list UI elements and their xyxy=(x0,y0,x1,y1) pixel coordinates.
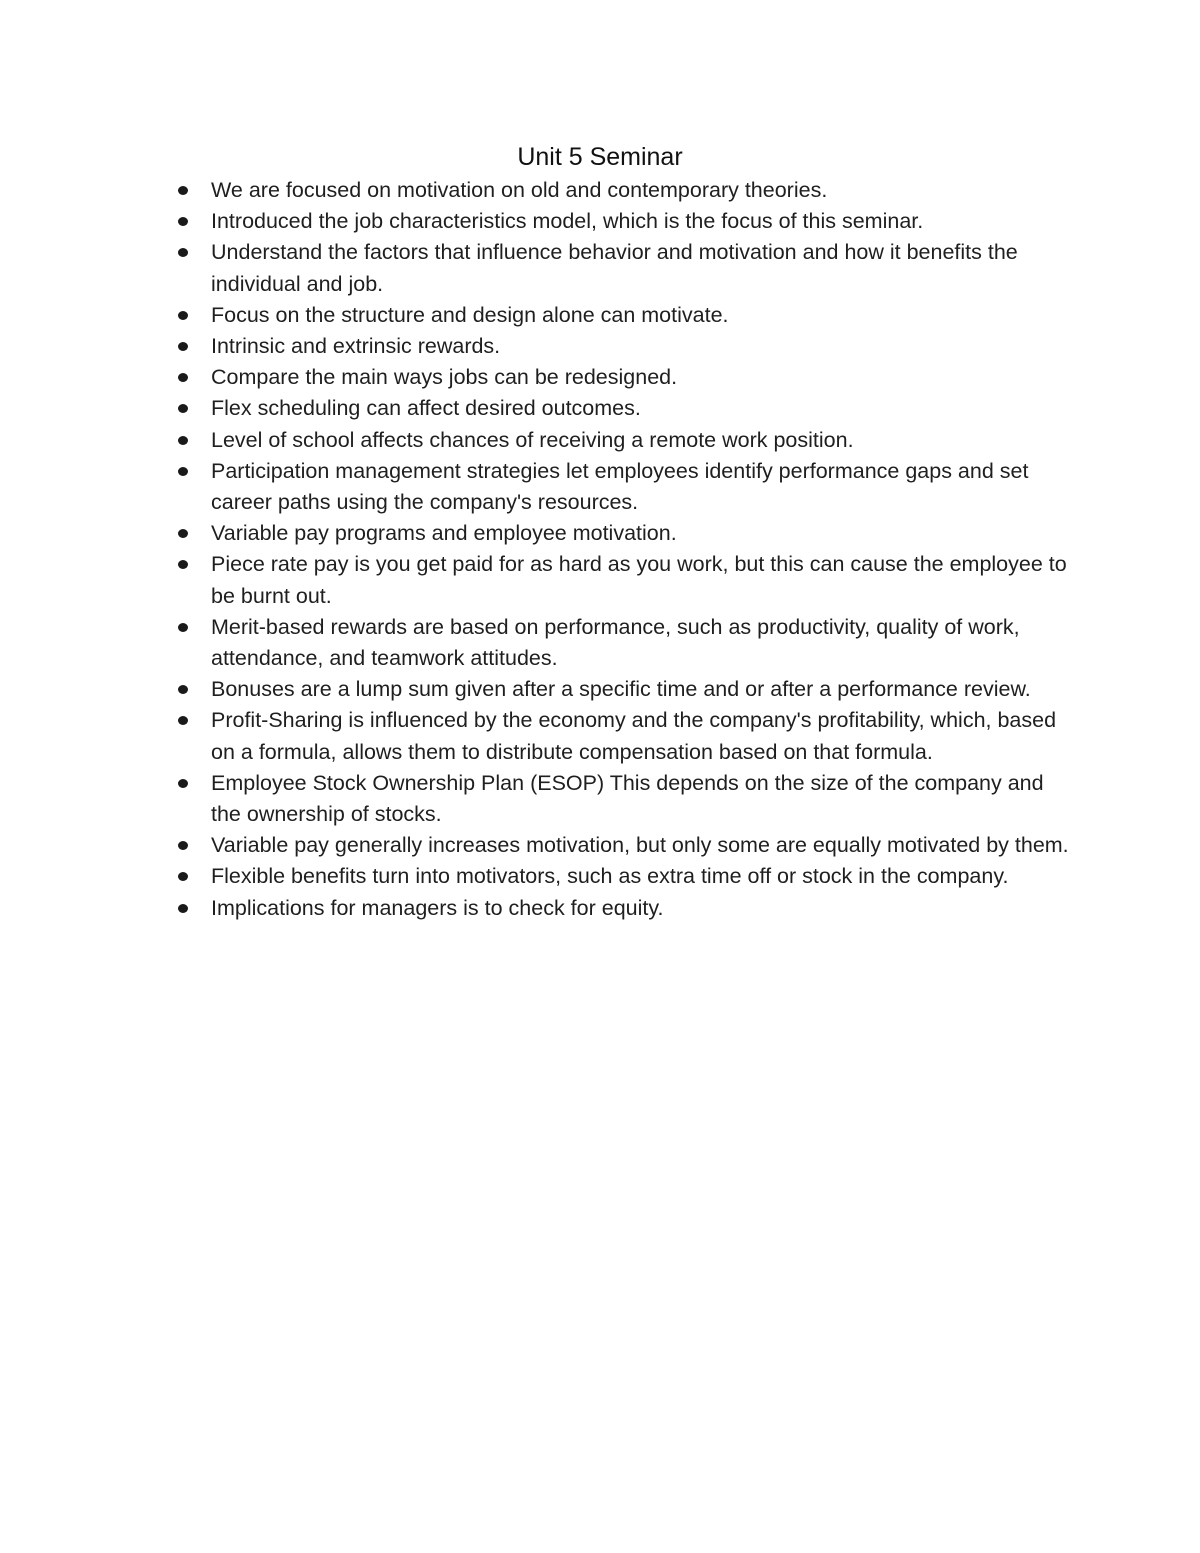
list-item xyxy=(211,300,1071,331)
list-item-text: Bonuses are a lump sum given after a specific time and or after a performance review. xyxy=(211,677,1031,702)
list-item xyxy=(211,612,1071,674)
page-title: Unit 5 Seminar xyxy=(517,143,683,171)
bullet-icon xyxy=(178,841,188,850)
list-item xyxy=(211,674,1071,705)
list-item-text: Implications for managers is to check for equity. xyxy=(211,895,664,920)
bullet-list xyxy=(211,175,1071,924)
list-item xyxy=(211,237,1071,299)
list-item-text: Flex scheduling can affect desired outcomes. xyxy=(211,396,641,421)
bullet-icon xyxy=(178,560,188,569)
list-item xyxy=(211,518,1071,549)
bullet-icon xyxy=(178,623,188,632)
bullet-icon xyxy=(178,248,188,257)
list-item xyxy=(211,425,1071,456)
list-item-text: Level of school affects chances of receiving a remote work position. xyxy=(211,427,854,452)
list-item xyxy=(211,705,1071,767)
bullet-icon xyxy=(178,904,188,913)
list-item xyxy=(211,549,1071,611)
list-item-text: We are focused on motivation on old and contemporary theories. xyxy=(211,178,828,202)
list-item xyxy=(211,830,1071,861)
bullet-icon xyxy=(178,436,188,445)
list-item-text: Understand the factors that influence behavior and motivation and how it benefits the individual and job. xyxy=(211,240,1018,296)
bullet-icon xyxy=(178,404,188,413)
bullet-icon xyxy=(178,716,188,725)
bullet-icon xyxy=(178,872,188,881)
bullet-icon xyxy=(178,311,188,320)
list-item-text: Flexible benefits turn into motivators, such as extra time off or stock in the company. xyxy=(211,864,1009,889)
bullet-icon xyxy=(178,529,188,538)
list-item xyxy=(211,175,1071,206)
list-item xyxy=(211,768,1071,830)
bullet-icon xyxy=(178,373,188,382)
bullet-icon xyxy=(178,467,188,476)
list-item-text: Employee Stock Ownership Plan (ESOP) This depends on the size of the company and the ownership of stocks. xyxy=(211,770,1044,827)
list-item-text: Focus on the structure and design alone can motivate. xyxy=(211,302,729,327)
list-item-text: Variable pay programs and employee motivation. xyxy=(211,521,677,546)
bullet-icon xyxy=(178,685,188,694)
bullet-icon xyxy=(178,186,188,195)
bullet-icon xyxy=(178,217,188,226)
list-item xyxy=(211,206,1071,237)
list-item-text: Compare the main ways jobs can be redesigned. xyxy=(211,365,678,390)
list-item xyxy=(211,893,1071,924)
bullet-icon xyxy=(178,342,188,351)
list-item-text: Intrinsic and extrinsic rewards. xyxy=(211,334,501,359)
list-item-text: Piece rate pay is you get paid for as hard as you work, but this can cause the employee to be burnt out. xyxy=(211,552,1067,608)
list-item-text: Profit-Sharing is influenced by the economy and the company's profitability, which, based on a formula, allows them to distribute compensation based on that formula. xyxy=(211,708,1057,764)
list-item xyxy=(211,861,1071,892)
list-item xyxy=(211,362,1071,393)
list-item xyxy=(211,393,1071,424)
list-item xyxy=(211,331,1071,362)
list-item xyxy=(211,456,1071,518)
list-item-text: Variable pay generally increases motivation, but only some are equally motivated by them. xyxy=(211,833,1069,858)
list-item-text: Participation management strategies let employees identify performance gaps and set career paths using the company's resources. xyxy=(211,458,1029,515)
list-item-text: Merit-based rewards are based on performance, such as productivity, quality of work, attendance, and teamwork attitudes. xyxy=(211,614,1020,671)
bullet-icon xyxy=(178,779,188,788)
list-item-text: Introduced the job characteristics model, which is the focus of this seminar. xyxy=(211,209,924,234)
